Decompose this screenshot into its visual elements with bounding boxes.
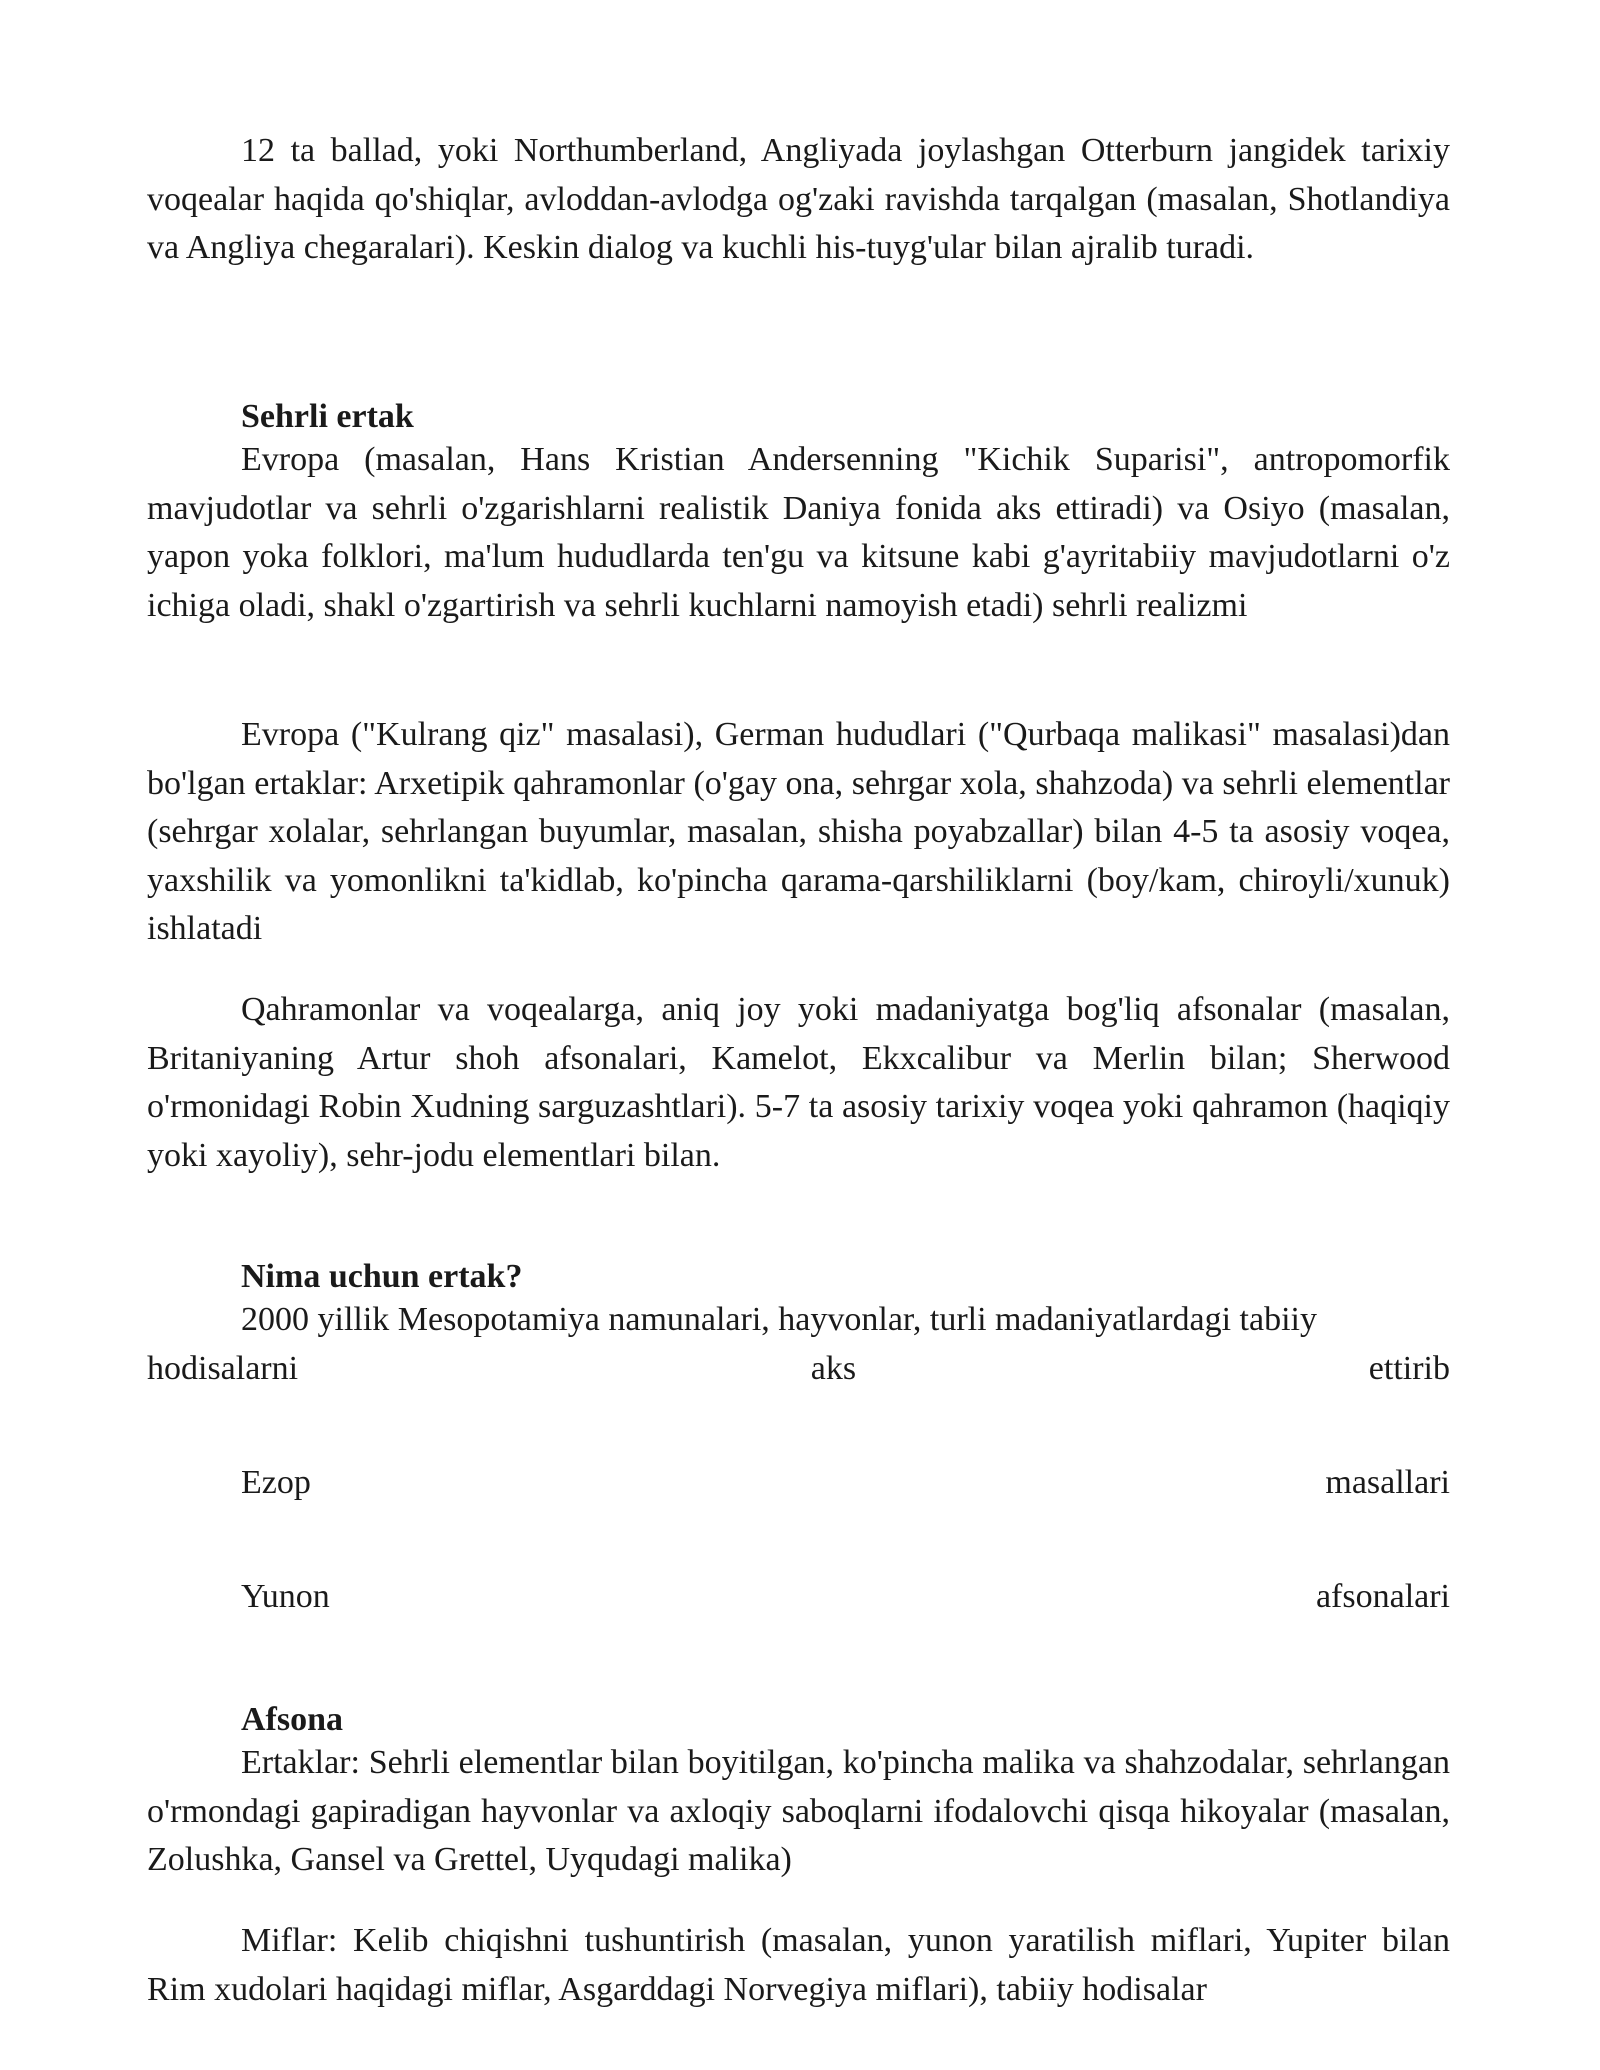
word-yunon: Yunon	[241, 1578, 330, 1615]
word-aks: aks	[810, 1350, 857, 1387]
paragraph-why-tale-line2	[147, 1345, 1450, 1394]
word-ezop: Ezop	[241, 1464, 311, 1501]
paragraph-why-tale-line1: 2000 yillik Mesopotamiya namunalari, hayvonlar, turli madaniyatlardagi tabiiy	[241, 1301, 1317, 1338]
paragraph-european-tales: Evropa ("Kulrang qiz" masalasi), German hududlari ("Qurbaqa malikasi" masalasi)dan bo'lgan ertaklar: Arxetipik qahramonlar (o'gay ona, sehrgar xola, shahzoda) va sehrli elementlar (sehrgar xolalar, sehrlangan buyumlar, masalan, shisha poyabzallar) bilan 4-5 ta asosiy voqea, yaxshilik va yomonlikni ta'kidlab, ko'pincha qarama-qarshiliklarni (boy/kam, chiroyli/xunuk) ishlatadi	[147, 716, 1450, 947]
section-heading-why-tale: Nima uchun ertak?	[241, 1258, 523, 1295]
line-ezop-masallari	[147, 1459, 1450, 1508]
paragraph-magical-realism: Evropa (masalan, Hans Kristian Andersenning "Kichik Suparisi", antropomorfik mavjudotlar va sehrli o'zgarishlarni realistik Daniya fonida aks ettiradi) va Osiyo (masalan, yapon yoka folklori, ma'lum hududlarda ten'gu va kitsune kabi g'ayritabiiy mavjudotlarni o'z ichiga oladi, shakl o'zgartirish va sehrli kuchlarni namoyish etadi) sehrli realizmi	[147, 441, 1450, 624]
line-yunon-afsonalari	[147, 1573, 1450, 1622]
word-masallari: masallari	[1325, 1464, 1450, 1501]
paragraph-ballad: 12 ta ballad, yoki Northumberland, Angliyada joylashgan Otterburn jangidek tarixiy voqealar haqida qo'shiqlar, avloddan-avlodga og'zaki ravishda tarqalgan (masalan, Shotlandiya va Angliya chegaralari). Keskin dialog va kuchli his-tuyg'ular bilan ajralib turadi.	[147, 132, 1450, 266]
paragraph-legends: Qahramonlar va voqealarga, aniq joy yoki madaniyatga bog'liq afsonalar (masalan, Britaniyaning Artur shoh afsonalari, Kamelot, Ekxcalibur va Merlin bilan; Sherwood o'rmonidagi Robin Xudning sarguzashtlari). 5-7 ta asosiy tarixiy voqea yoki qahramon (haqiqiy yoki xayoliy), sehr-jodu elementlari bilan.	[147, 991, 1450, 1174]
paragraph-ertaklar: Ertaklar: Sehrli elementlar bilan boyitilgan, ko'pincha malika va shahzodalar, sehrlangan o'rmondagi gapiradigan hayvonlar va axloqiy saboqlarni ifodalovchi qisqa hikoyalar (masalan, Zolushka, Gansel va Grettel, Uyqudagi malika)	[147, 1744, 1450, 1878]
paragraph-miflar: Miflar: Kelib chiqishni tushuntirish (masalan, yunon yaratilish miflari, Yupiter bilan Rim xudolari haqidagi miflar, Asgarddagi Norvegiya miflari), tabiiy hodisalar	[147, 1922, 1450, 2008]
section-heading-sehrli-ertak: Sehrli ertak	[241, 398, 414, 435]
word-hodisalarni: hodisalarni	[147, 1350, 299, 1387]
section-heading-afsona: Afsona	[241, 1701, 344, 1738]
word-afsonalari: afsonalari	[1315, 1578, 1450, 1615]
word-ettirib: ettirib	[1368, 1350, 1450, 1387]
